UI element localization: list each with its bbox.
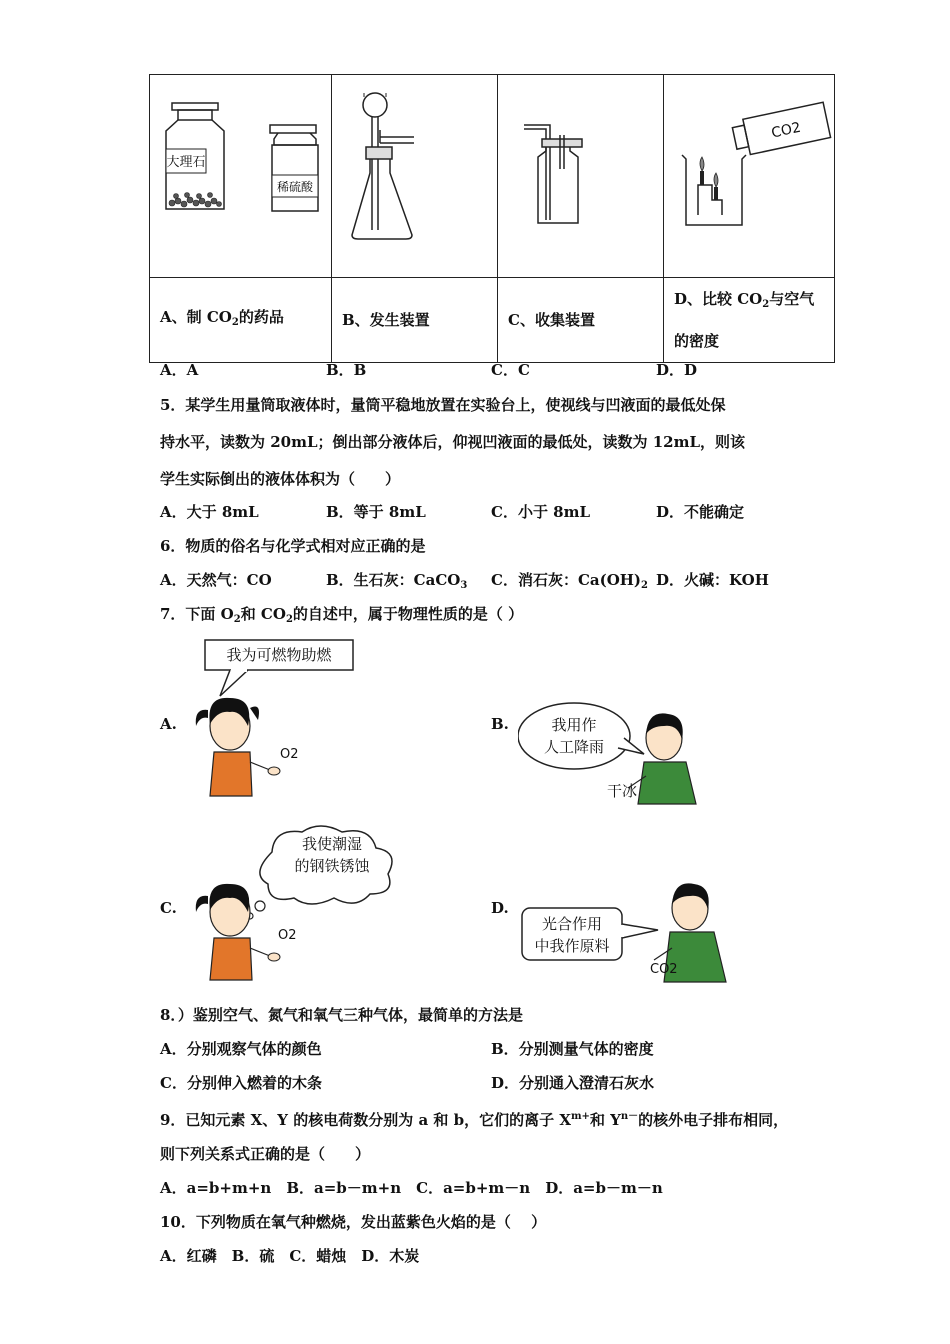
- q8-option-d[interactable]: D．分别通入澄清石灰水: [491, 1074, 655, 1092]
- q7-c-bubble-line2: 的钢铁锈蚀: [294, 857, 370, 875]
- q8-option-b[interactable]: B．分别测量气体的密度: [491, 1040, 654, 1058]
- q4-caption-c: C、收集装置: [498, 278, 664, 363]
- q4-caption-b: B、发生装置: [332, 278, 498, 363]
- q6-stem: 6．物质的俗名与化学式相对应正确的是: [160, 537, 426, 555]
- q4-figure-table: [149, 74, 835, 363]
- q7-b-bubble-line2: 人工降雨: [543, 738, 604, 756]
- q10-options[interactable]: A．红磷 B．硫 C．蜡烛 D．木炭: [160, 1247, 420, 1265]
- q4-caption-d: D、比较 $CO_2$与空气 的密度: [664, 278, 835, 363]
- q8-option-a[interactable]: A．分别观察气体的颜色: [160, 1040, 322, 1058]
- q7-b-bubble-line1: 我用作: [551, 716, 597, 734]
- q5-option-b[interactable]: B．等于 8mL: [326, 503, 426, 521]
- q7-label-b[interactable]: B.: [491, 715, 509, 733]
- q8-option-c[interactable]: C．分别伸入燃着的木条: [160, 1074, 322, 1092]
- q7-label-d[interactable]: D.: [491, 899, 509, 917]
- q9-stem-line1: 9．已知元素 X、Y 的核电荷数分别为 a 和 b，它们的离子 $X^{m+}$和 $Y^{n-}$的核外电子排布相同，: [160, 1111, 789, 1129]
- q6-option-c[interactable]: C．消石灰：$Ca(OH)_2$: [491, 571, 648, 591]
- co2-bottle-label: CO2: [769, 119, 803, 142]
- q8-stem: 8．）鉴别空气、氮气和氧气三种气体，最简单的方法是: [160, 1006, 523, 1024]
- collection-apparatus-illustration: [498, 75, 663, 273]
- q6-option-a[interactable]: A．天然气：CO: [160, 571, 272, 589]
- q5-stem-line2: 持水平，读数为 20mL；倒出部分液体后，仰视凹液面的最低处，读数为 12mL，则该: [160, 433, 746, 451]
- q4-cell-c-figure: [498, 75, 664, 278]
- dilute-sulfuric-acid-label: 稀硫酸: [276, 180, 314, 194]
- q4-caption-a: A、制 $CO_2$的药品: [150, 278, 332, 363]
- q7-d-bubble-line2: 中我作原料: [534, 937, 610, 955]
- q10-stem: 10．下列物质在氧气种燃烧，发出蓝紫色火焰的是（ ）: [160, 1213, 547, 1231]
- q7-label-a[interactable]: A.: [160, 715, 177, 733]
- q7-a-bubble-text: 我为可燃物助燃: [226, 646, 332, 664]
- q6-option-b[interactable]: B．生石灰：CaCO$_3$: [326, 571, 468, 591]
- q7-stem: 7．下面 $O_2$和 $CO_2$的自述中，属于物理性质的是（ ）: [160, 605, 524, 625]
- q5-stem-line3: 学生实际倒出的液体体积为（ ）: [160, 470, 401, 488]
- q7-d-bubble-line1: 光合作用: [541, 915, 602, 933]
- q6-option-d[interactable]: D．火碱：KOH: [656, 571, 769, 589]
- q4-option-a[interactable]: A．A: [160, 361, 199, 379]
- q4-option-d[interactable]: D．D: [656, 361, 698, 379]
- q4-cell-d-figure: [664, 75, 835, 278]
- q4-cell-b-figure: [332, 75, 498, 278]
- generation-apparatus-illustration: [332, 75, 497, 273]
- q4-cell-a-figure: [150, 75, 332, 278]
- marble-label: 大理石: [166, 155, 206, 170]
- reagent-bottles-illustration: [150, 75, 331, 273]
- q9-stem-line2: 则下列关系式正确的是（ ）: [160, 1145, 371, 1163]
- q7-label-c[interactable]: C.: [160, 899, 177, 917]
- q4-option-c[interactable]: C．C: [491, 361, 530, 379]
- q7-d-gas-label: CO2: [650, 962, 678, 977]
- q5-option-a[interactable]: A．大于 8mL: [160, 503, 259, 521]
- co2-density-illustration: [664, 75, 834, 273]
- q4-option-b[interactable]: B．B: [326, 361, 367, 379]
- q7-a-gas-label: O2: [280, 747, 299, 762]
- q9-options[interactable]: A．a=b+m+n B．a=b－m+n C．a=b+m－n D．a=b－m－n: [160, 1179, 663, 1197]
- q7-b-gas-label: 干冰: [607, 782, 638, 800]
- q5-stem-line1: 5．某学生用量筒取液体时，量筒平稳地放置在实验台上，使视线与凹液面的最低处保: [160, 396, 726, 414]
- q5-option-d[interactable]: D．不能确定: [656, 503, 745, 521]
- q7-c-gas-label: O2: [278, 928, 297, 943]
- q5-option-c[interactable]: C．小于 8mL: [491, 503, 591, 521]
- q7-c-bubble-line1: 我使潮湿: [301, 835, 362, 853]
